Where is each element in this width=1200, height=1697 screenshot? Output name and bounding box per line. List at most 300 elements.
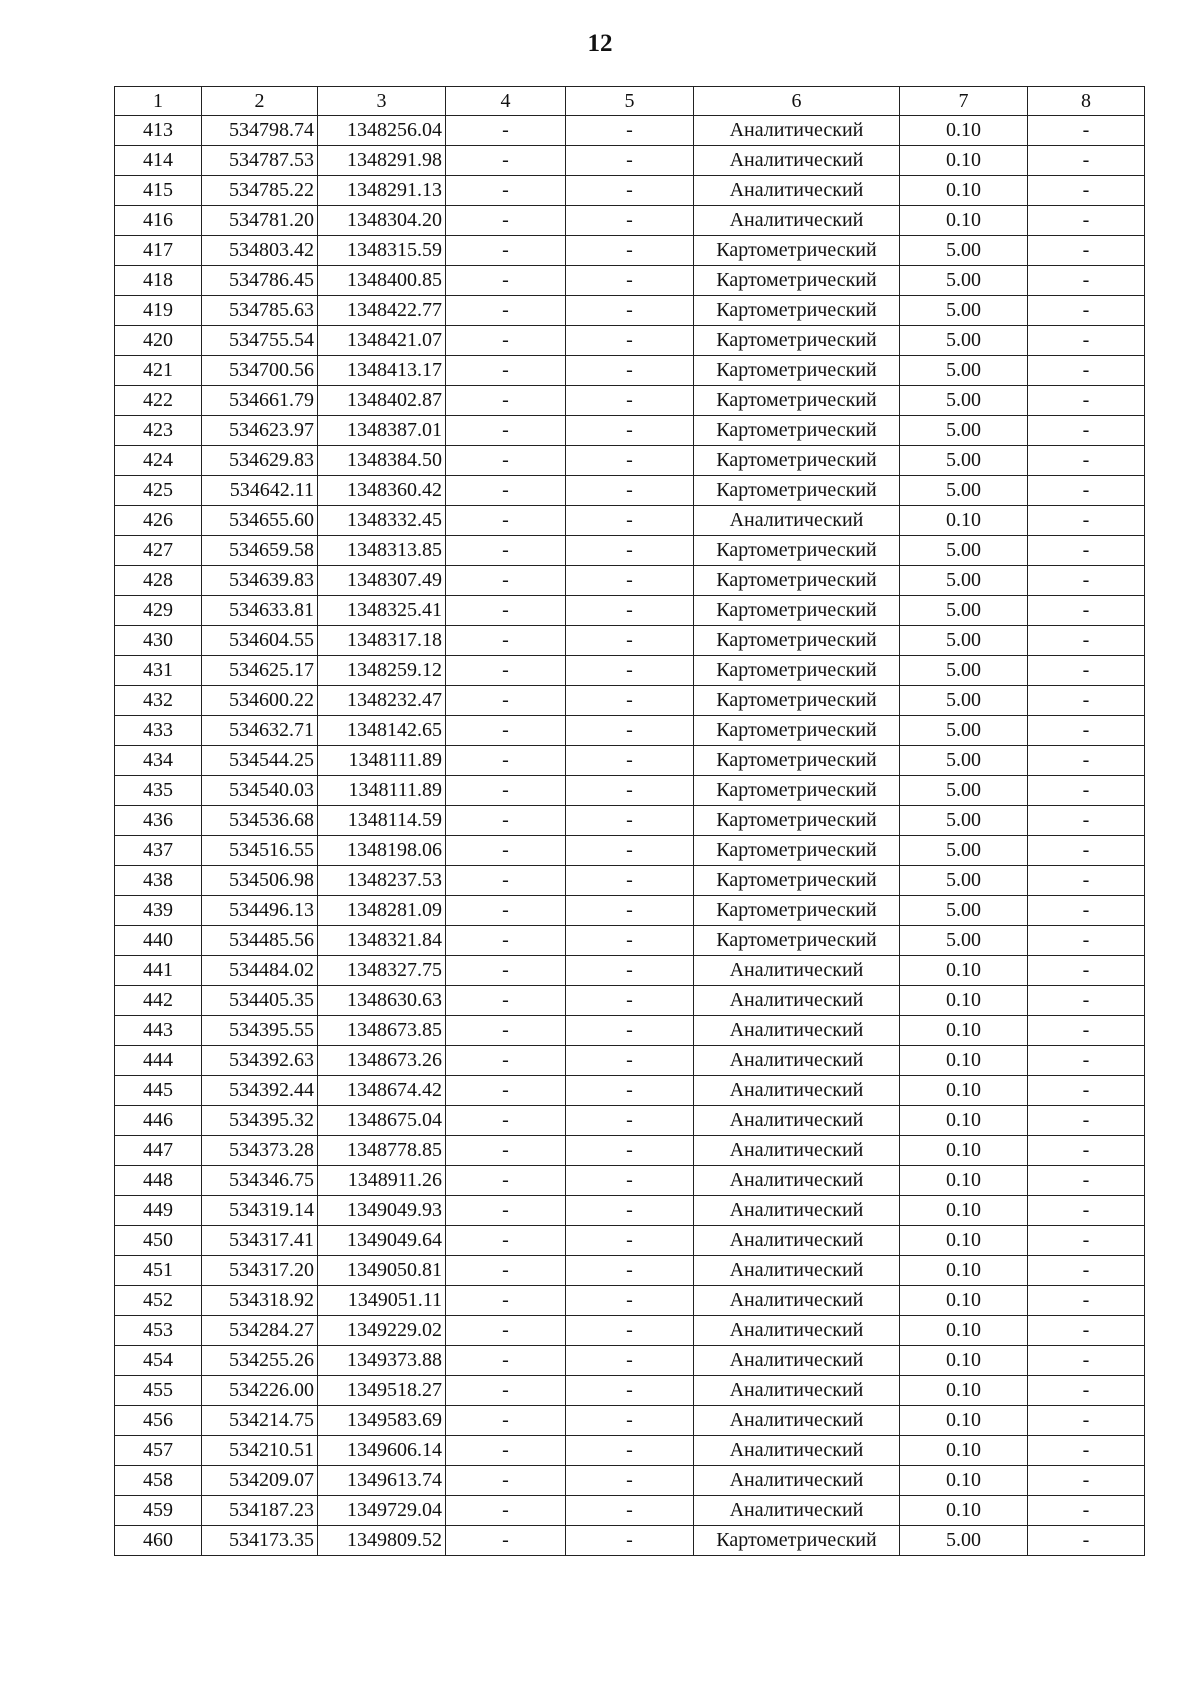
table-row (115, 116, 1145, 146)
x-coordinate-cell: 534659.58 (202, 536, 318, 566)
column-5-cell: - (566, 296, 694, 326)
method-cell: Картометрический (694, 866, 900, 896)
x-coordinate-cell: 534785.22 (202, 176, 318, 206)
column-8-cell: - (1028, 1046, 1145, 1076)
x-coordinate-cell: 534485.56 (202, 926, 318, 956)
column-4-cell: - (446, 836, 566, 866)
y-coordinate-cell: 1348384.50 (318, 446, 446, 476)
method-cell: Аналитический (694, 1496, 900, 1526)
method-cell: Картометрический (694, 776, 900, 806)
y-coordinate-cell: 1348421.07 (318, 326, 446, 356)
method-cell: Аналитический (694, 1376, 900, 1406)
point-number-cell: 430 (115, 626, 202, 656)
point-number-cell: 454 (115, 1346, 202, 1376)
column-4-cell: - (446, 116, 566, 146)
x-coordinate-cell: 534661.79 (202, 386, 318, 416)
point-number-cell: 426 (115, 506, 202, 536)
accuracy-cell: 0.10 (900, 1406, 1028, 1436)
column-4-cell: - (446, 266, 566, 296)
y-coordinate-cell: 1349583.69 (318, 1406, 446, 1436)
table-row (115, 1166, 1145, 1196)
method-cell: Аналитический (694, 1406, 900, 1436)
column-header: 7 (900, 87, 1028, 116)
column-4-cell: - (446, 536, 566, 566)
column-5-cell: - (566, 476, 694, 506)
x-coordinate-cell: 534516.55 (202, 836, 318, 866)
table-row (115, 206, 1145, 236)
table-row (115, 1196, 1145, 1226)
point-number-cell: 425 (115, 476, 202, 506)
column-4-cell: - (446, 1256, 566, 1286)
point-number-cell: 448 (115, 1166, 202, 1196)
y-coordinate-cell: 1348111.89 (318, 776, 446, 806)
accuracy-cell: 5.00 (900, 806, 1028, 836)
table-row (115, 236, 1145, 266)
column-4-cell: - (446, 1496, 566, 1526)
method-cell: Аналитический (694, 1316, 900, 1346)
accuracy-cell: 5.00 (900, 656, 1028, 686)
x-coordinate-cell: 534484.02 (202, 956, 318, 986)
method-cell: Аналитический (694, 146, 900, 176)
column-5-cell: - (566, 176, 694, 206)
column-5-cell: - (566, 1346, 694, 1376)
method-cell: Картометрический (694, 806, 900, 836)
accuracy-cell: 0.10 (900, 176, 1028, 206)
column-4-cell: - (446, 146, 566, 176)
table-row (115, 986, 1145, 1016)
column-4-cell: - (446, 446, 566, 476)
table-row (115, 836, 1145, 866)
column-8-cell: - (1028, 386, 1145, 416)
column-8-cell: - (1028, 986, 1145, 1016)
method-cell: Картометрический (694, 656, 900, 686)
point-number-cell: 433 (115, 716, 202, 746)
column-8-cell: - (1028, 1346, 1145, 1376)
x-coordinate-cell: 534173.35 (202, 1526, 318, 1556)
y-coordinate-cell: 1348114.59 (318, 806, 446, 836)
accuracy-cell: 5.00 (900, 836, 1028, 866)
y-coordinate-cell: 1348259.12 (318, 656, 446, 686)
column-4-cell: - (446, 776, 566, 806)
point-number-cell: 428 (115, 566, 202, 596)
accuracy-cell: 0.10 (900, 206, 1028, 236)
method-cell: Картометрический (694, 746, 900, 776)
column-8-cell: - (1028, 266, 1145, 296)
column-header: 6 (694, 87, 900, 116)
column-8-cell: - (1028, 326, 1145, 356)
y-coordinate-cell: 1349049.64 (318, 1226, 446, 1256)
accuracy-cell: 0.10 (900, 1136, 1028, 1166)
accuracy-cell: 5.00 (900, 716, 1028, 746)
table-row (115, 1376, 1145, 1406)
y-coordinate-cell: 1348304.20 (318, 206, 446, 236)
method-cell: Картометрический (694, 596, 900, 626)
column-4-cell: - (446, 476, 566, 506)
table-row (115, 326, 1145, 356)
page-number: 12 (587, 30, 613, 57)
x-coordinate-cell: 534544.25 (202, 746, 318, 776)
column-8-cell: - (1028, 506, 1145, 536)
point-number-cell: 446 (115, 1106, 202, 1136)
column-8-cell: - (1028, 656, 1145, 686)
column-4-cell: - (446, 1316, 566, 1346)
column-8-cell: - (1028, 536, 1145, 566)
point-number-cell: 431 (115, 656, 202, 686)
column-8-cell: - (1028, 566, 1145, 596)
point-number-cell: 417 (115, 236, 202, 266)
column-5-cell: - (566, 266, 694, 296)
column-4-cell: - (446, 1526, 566, 1556)
column-4-cell: - (446, 1076, 566, 1106)
y-coordinate-cell: 1348232.47 (318, 686, 446, 716)
y-coordinate-cell: 1348142.65 (318, 716, 446, 746)
table-body (115, 116, 1145, 1556)
method-cell: Аналитический (694, 986, 900, 1016)
table-row (115, 926, 1145, 956)
accuracy-cell: 0.10 (900, 1466, 1028, 1496)
column-5-cell: - (566, 1436, 694, 1466)
method-cell: Аналитический (694, 956, 900, 986)
column-8-cell: - (1028, 1496, 1145, 1526)
y-coordinate-cell: 1349049.93 (318, 1196, 446, 1226)
method-cell: Картометрический (694, 386, 900, 416)
column-4-cell: - (446, 236, 566, 266)
point-number-cell: 418 (115, 266, 202, 296)
accuracy-cell: 0.10 (900, 1436, 1028, 1466)
column-4-cell: - (446, 626, 566, 656)
accuracy-cell: 5.00 (900, 326, 1028, 356)
y-coordinate-cell: 1348911.26 (318, 1166, 446, 1196)
x-coordinate-cell: 534781.20 (202, 206, 318, 236)
x-coordinate-cell: 534655.60 (202, 506, 318, 536)
point-number-cell: 458 (115, 1466, 202, 1496)
column-5-cell: - (566, 926, 694, 956)
point-number-cell: 422 (115, 386, 202, 416)
column-8-cell: - (1028, 446, 1145, 476)
x-coordinate-cell: 534226.00 (202, 1376, 318, 1406)
accuracy-cell: 0.10 (900, 1076, 1028, 1106)
column-5-cell: - (566, 806, 694, 836)
table-row (115, 296, 1145, 326)
method-cell: Картометрический (694, 1526, 900, 1556)
table-row (115, 656, 1145, 686)
table-row (115, 1076, 1145, 1106)
table-row (115, 1526, 1145, 1556)
column-header: 4 (446, 87, 566, 116)
column-8-cell: - (1028, 476, 1145, 506)
table-row (115, 776, 1145, 806)
column-5-cell: - (566, 536, 694, 566)
point-number-cell: 457 (115, 1436, 202, 1466)
x-coordinate-cell: 534496.13 (202, 896, 318, 926)
x-coordinate-cell: 534625.17 (202, 656, 318, 686)
method-cell: Аналитический (694, 1136, 900, 1166)
point-number-cell: 456 (115, 1406, 202, 1436)
column-8-cell: - (1028, 926, 1145, 956)
table-row (115, 1466, 1145, 1496)
column-4-cell: - (446, 1046, 566, 1076)
column-5-cell: - (566, 866, 694, 896)
method-cell: Аналитический (694, 1226, 900, 1256)
accuracy-cell: 5.00 (900, 596, 1028, 626)
y-coordinate-cell: 1348673.26 (318, 1046, 446, 1076)
accuracy-cell: 5.00 (900, 686, 1028, 716)
table-row (115, 1046, 1145, 1076)
table-row (115, 1256, 1145, 1286)
x-coordinate-cell: 534210.51 (202, 1436, 318, 1466)
y-coordinate-cell: 1348291.98 (318, 146, 446, 176)
point-number-cell: 436 (115, 806, 202, 836)
table-row (115, 146, 1145, 176)
point-number-cell: 416 (115, 206, 202, 236)
column-4-cell: - (446, 1406, 566, 1436)
y-coordinate-cell: 1348674.42 (318, 1076, 446, 1106)
column-4-cell: - (446, 896, 566, 926)
column-4-cell: - (446, 416, 566, 446)
x-coordinate-cell: 534632.71 (202, 716, 318, 746)
accuracy-cell: 0.10 (900, 1256, 1028, 1286)
column-5-cell: - (566, 1016, 694, 1046)
column-5-cell: - (566, 596, 694, 626)
x-coordinate-cell: 534319.14 (202, 1196, 318, 1226)
column-5-cell: - (566, 776, 694, 806)
y-coordinate-cell: 1349809.52 (318, 1526, 446, 1556)
column-5-cell: - (566, 1466, 694, 1496)
coordinates-table (114, 86, 1145, 1556)
point-number-cell: 450 (115, 1226, 202, 1256)
point-number-cell: 442 (115, 986, 202, 1016)
column-5-cell: - (566, 656, 694, 686)
table-row (115, 896, 1145, 926)
table-row (115, 266, 1145, 296)
table-row (115, 1106, 1145, 1136)
point-number-cell: 437 (115, 836, 202, 866)
column-5-cell: - (566, 1376, 694, 1406)
column-8-cell: - (1028, 1076, 1145, 1106)
column-4-cell: - (446, 1286, 566, 1316)
y-coordinate-cell: 1348387.01 (318, 416, 446, 446)
y-coordinate-cell: 1348778.85 (318, 1136, 446, 1166)
method-cell: Аналитический (694, 1106, 900, 1136)
x-coordinate-cell: 534755.54 (202, 326, 318, 356)
column-header: 1 (115, 87, 202, 116)
column-8-cell: - (1028, 1376, 1145, 1406)
table-row (115, 1286, 1145, 1316)
x-coordinate-cell: 534214.75 (202, 1406, 318, 1436)
column-4-cell: - (446, 296, 566, 326)
accuracy-cell: 5.00 (900, 1526, 1028, 1556)
accuracy-cell: 5.00 (900, 896, 1028, 926)
accuracy-cell: 5.00 (900, 536, 1028, 566)
column-8-cell: - (1028, 1106, 1145, 1136)
accuracy-cell: 5.00 (900, 266, 1028, 296)
column-5-cell: - (566, 386, 694, 416)
method-cell: Картометрический (694, 536, 900, 566)
accuracy-cell: 0.10 (900, 1226, 1028, 1256)
column-5-cell: - (566, 956, 694, 986)
header-row (115, 87, 1145, 116)
column-5-cell: - (566, 686, 694, 716)
method-cell: Аналитический (694, 116, 900, 146)
method-cell: Аналитический (694, 1466, 900, 1496)
column-8-cell: - (1028, 1136, 1145, 1166)
column-5-cell: - (566, 356, 694, 386)
y-coordinate-cell: 1348402.87 (318, 386, 446, 416)
column-5-cell: - (566, 1496, 694, 1526)
method-cell: Аналитический (694, 506, 900, 536)
column-4-cell: - (446, 1166, 566, 1196)
column-5-cell: - (566, 1406, 694, 1436)
table-row (115, 956, 1145, 986)
y-coordinate-cell: 1348317.18 (318, 626, 446, 656)
column-8-cell: - (1028, 146, 1145, 176)
column-4-cell: - (446, 956, 566, 986)
accuracy-cell: 5.00 (900, 926, 1028, 956)
point-number-cell: 439 (115, 896, 202, 926)
column-5-cell: - (566, 836, 694, 866)
point-number-cell: 434 (115, 746, 202, 776)
table-header (115, 87, 1145, 116)
column-5-cell: - (566, 986, 694, 1016)
column-5-cell: - (566, 746, 694, 776)
y-coordinate-cell: 1349373.88 (318, 1346, 446, 1376)
y-coordinate-cell: 1348673.85 (318, 1016, 446, 1046)
y-coordinate-cell: 1349050.81 (318, 1256, 446, 1286)
point-number-cell: 440 (115, 926, 202, 956)
accuracy-cell: 0.10 (900, 506, 1028, 536)
column-8-cell: - (1028, 1466, 1145, 1496)
x-coordinate-cell: 534629.83 (202, 446, 318, 476)
column-5-cell: - (566, 1286, 694, 1316)
column-4-cell: - (446, 1436, 566, 1466)
column-8-cell: - (1028, 866, 1145, 896)
method-cell: Картометрический (694, 326, 900, 356)
y-coordinate-cell: 1348413.17 (318, 356, 446, 386)
column-header: 5 (566, 87, 694, 116)
accuracy-cell: 5.00 (900, 356, 1028, 386)
column-8-cell: - (1028, 1256, 1145, 1286)
y-coordinate-cell: 1348256.04 (318, 116, 446, 146)
method-cell: Картометрический (694, 446, 900, 476)
column-4-cell: - (446, 1466, 566, 1496)
table-row (115, 1436, 1145, 1466)
x-coordinate-cell: 534803.42 (202, 236, 318, 266)
accuracy-cell: 0.10 (900, 1316, 1028, 1346)
column-4-cell: - (446, 1106, 566, 1136)
point-number-cell: 451 (115, 1256, 202, 1286)
column-5-cell: - (566, 116, 694, 146)
method-cell: Аналитический (694, 176, 900, 206)
point-number-cell: 459 (115, 1496, 202, 1526)
column-header: 8 (1028, 87, 1145, 116)
table-row (115, 1136, 1145, 1166)
accuracy-cell: 0.10 (900, 956, 1028, 986)
column-4-cell: - (446, 746, 566, 776)
method-cell: Картометрический (694, 356, 900, 386)
column-5-cell: - (566, 416, 694, 446)
column-8-cell: - (1028, 1286, 1145, 1316)
y-coordinate-cell: 1348630.63 (318, 986, 446, 1016)
column-8-cell: - (1028, 1196, 1145, 1226)
column-5-cell: - (566, 1226, 694, 1256)
point-number-cell: 435 (115, 776, 202, 806)
y-coordinate-cell: 1349613.74 (318, 1466, 446, 1496)
y-coordinate-cell: 1348307.49 (318, 566, 446, 596)
accuracy-cell: 5.00 (900, 776, 1028, 806)
column-4-cell: - (446, 716, 566, 746)
y-coordinate-cell: 1348360.42 (318, 476, 446, 506)
y-coordinate-cell: 1348281.09 (318, 896, 446, 926)
method-cell: Аналитический (694, 1046, 900, 1076)
y-coordinate-cell: 1348422.77 (318, 296, 446, 326)
column-4-cell: - (446, 506, 566, 536)
column-5-cell: - (566, 1076, 694, 1106)
point-number-cell: 413 (115, 116, 202, 146)
column-4-cell: - (446, 206, 566, 236)
column-5-cell: - (566, 626, 694, 656)
method-cell: Аналитический (694, 1286, 900, 1316)
x-coordinate-cell: 534317.20 (202, 1256, 318, 1286)
x-coordinate-cell: 534373.28 (202, 1136, 318, 1166)
table-row (115, 716, 1145, 746)
column-4-cell: - (446, 356, 566, 386)
table-row (115, 356, 1145, 386)
column-8-cell: - (1028, 296, 1145, 326)
y-coordinate-cell: 1348332.45 (318, 506, 446, 536)
method-cell: Картометрический (694, 236, 900, 266)
x-coordinate-cell: 534786.45 (202, 266, 318, 296)
column-8-cell: - (1028, 746, 1145, 776)
column-8-cell: - (1028, 1166, 1145, 1196)
column-4-cell: - (446, 176, 566, 206)
column-5-cell: - (566, 1106, 694, 1136)
table-row (115, 176, 1145, 206)
x-coordinate-cell: 534284.27 (202, 1316, 318, 1346)
column-8-cell: - (1028, 116, 1145, 146)
column-5-cell: - (566, 1166, 694, 1196)
column-8-cell: - (1028, 596, 1145, 626)
method-cell: Аналитический (694, 1166, 900, 1196)
y-coordinate-cell: 1348237.53 (318, 866, 446, 896)
accuracy-cell: 0.10 (900, 116, 1028, 146)
y-coordinate-cell: 1348313.85 (318, 536, 446, 566)
method-cell: Аналитический (694, 1196, 900, 1226)
x-coordinate-cell: 534642.11 (202, 476, 318, 506)
table-row (115, 596, 1145, 626)
x-coordinate-cell: 534700.56 (202, 356, 318, 386)
column-8-cell: - (1028, 1436, 1145, 1466)
accuracy-cell: 5.00 (900, 566, 1028, 596)
x-coordinate-cell: 534540.03 (202, 776, 318, 806)
column-4-cell: - (446, 1016, 566, 1046)
method-cell: Картометрический (694, 266, 900, 296)
accuracy-cell: 5.00 (900, 386, 1028, 416)
column-4-cell: - (446, 1196, 566, 1226)
accuracy-cell: 0.10 (900, 1286, 1028, 1316)
column-5-cell: - (566, 896, 694, 926)
point-number-cell: 441 (115, 956, 202, 986)
y-coordinate-cell: 1349051.11 (318, 1286, 446, 1316)
method-cell: Картометрический (694, 566, 900, 596)
method-cell: Картометрический (694, 836, 900, 866)
column-5-cell: - (566, 506, 694, 536)
point-number-cell: 414 (115, 146, 202, 176)
x-coordinate-cell: 534506.98 (202, 866, 318, 896)
x-coordinate-cell: 534395.55 (202, 1016, 318, 1046)
y-coordinate-cell: 1348198.06 (318, 836, 446, 866)
method-cell: Картометрический (694, 296, 900, 326)
table-row (115, 866, 1145, 896)
